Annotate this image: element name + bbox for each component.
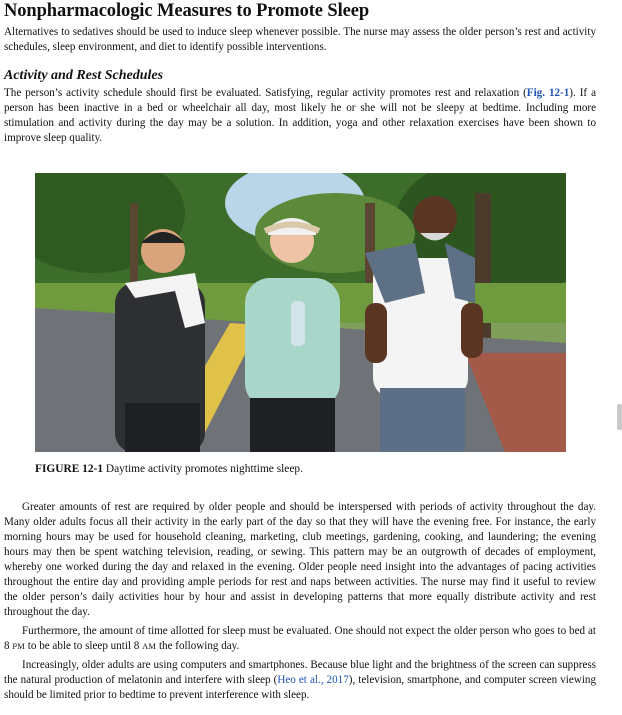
figure-label: FIGURE 12-1 — [35, 463, 104, 475]
p3-pm: PM — [12, 641, 26, 651]
scrollbar-thumb[interactable] — [617, 404, 622, 430]
figure-caption — [35, 462, 303, 477]
p3-text-b: to be able to sleep until 8 — [25, 640, 143, 652]
page-heading: Nonpharmacologic Measures to Promote Sleep — [4, 1, 370, 21]
body-paragraph-sleep-time — [4, 624, 596, 654]
citation-link[interactable]: Heo et al., 2017 — [277, 674, 349, 686]
figure-caption-text: Daytime activity promotes nighttime sleep. — [103, 463, 303, 475]
section-paragraph — [4, 86, 596, 146]
body-paragraph-screens — [4, 658, 596, 703]
section-text-end: ). If a person has been inactive in a bed or wheelchair all day, most likely he or she will not be sleepy at bedtime. Including more stimulation and activity during the day may be a solution. In addition, yoga and other relaxation exercises have been shown to improve sleep quality. — [4, 87, 596, 144]
section-text-start: The person’s activity schedule should first be evaluated. Satisfying, regular activity promotes rest and relaxation ( — [4, 87, 527, 99]
body-paragraph-rest: Greater amounts of rest are required by older people and should be interspersed with periods of activity throughout the day. Many older adults focus all their activity in the early part of the day so that they will have the evening free. For instance, the early morning hours may be used for household cleaning, marketing, club meetings, gardening, cooking, and laundering; the evening hours may then be spent watching television, reading, or sewing. This pattern may be an outgrowth of decades of employment, whereby one worked during the day and relaxed in the evening. Older people need insight into the advantages of pacing activities throughout the entire day and providing ample periods for rest and naps between activities. The nurse may find it useful to review the older person’s daily activities hour by hour and assist in developing patterns that more equally distribute activity and rest throughout the day. — [4, 501, 596, 618]
p3-am: AM — [142, 641, 157, 651]
document-page — [4, 0, 596, 146]
p4-text-b: ), television, smartphone, and computer screen viewing should be limited prior to bedtime to prevent interference with sleep. — [4, 674, 596, 701]
figure-link[interactable]: Fig. 12-1 — [526, 87, 570, 99]
body-text — [4, 500, 596, 703]
figure-photo — [35, 173, 566, 452]
intro-paragraph: Alternatives to sedatives should be used to induce sleep whenever possible. The nurse may assess the older person’s rest and activity schedules, sleep environment, and diet to identify possible interventions. — [4, 26, 596, 53]
p4-text-a: Increasingly, older adults are using computers and smartphones. Because blue light and the brightness of the screen can suppress the natural production of melatonin and interfere with sleep ( — [4, 659, 596, 686]
p3-text-c: the following day. — [156, 640, 240, 652]
section-heading: Activity and Rest Schedules — [4, 68, 164, 83]
p3-text-a: Furthermore, the amount of time allotted for sleep must be evaluated. One should not expect the older person who goes to bed at 8 — [4, 625, 596, 652]
